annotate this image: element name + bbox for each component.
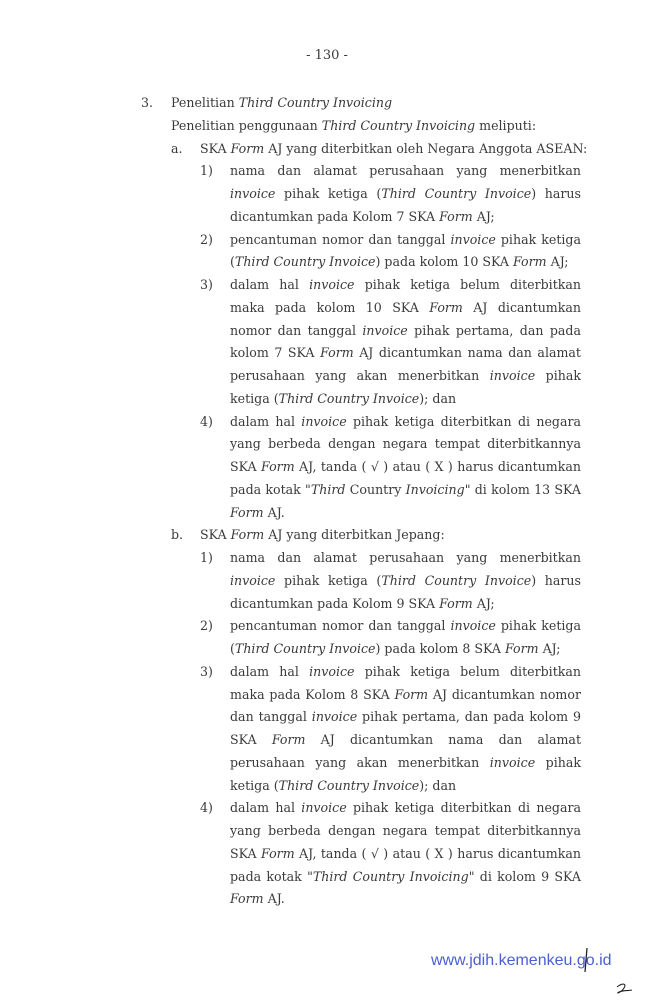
list-item-text (230, 229, 581, 275)
text-segment: dalam hal (230, 800, 302, 816)
list-item (0, 229, 654, 275)
text-segment: Form (261, 459, 295, 474)
subsection-heading-text: SKA (200, 527, 231, 543)
text-segment: AJ; (546, 254, 569, 270)
text-segment: AJ dicantumkan nama dan alamat perusahaan yang akan menerbitkan (230, 345, 581, 383)
text-segment: AJ. (263, 504, 285, 520)
text-segment: pihak ketiga ( (275, 186, 382, 201)
text-segment: pihak ketiga diterbitkan di negara yang berbeda dengan negara tempat diterbitkannya SKA (230, 800, 582, 861)
text-segment: AJ dicantumkan nama dan alamat perusahaan yang akan menerbitkan (230, 732, 582, 770)
text-segment: pihak ketiga belum diterbitkan maka pada kolom 10 SKA (230, 277, 582, 315)
subsection-heading (0, 138, 654, 161)
text-segment: invoice (489, 754, 536, 770)
text-segment: pihak ketiga ( (230, 618, 581, 656)
text-segment: Third Country Invoice (234, 254, 376, 270)
list-item-text (230, 661, 581, 798)
text-segment: pihak ketiga ( (275, 572, 382, 588)
list-item (0, 615, 654, 661)
text-segment: Form (320, 345, 354, 361)
subsection-heading-italic: Form (230, 527, 265, 543)
list-item (0, 274, 654, 411)
list-item-marker: 1) (200, 163, 213, 179)
text-segment: Form (429, 299, 463, 315)
text-segment: pihak ketiga ( (230, 368, 581, 406)
text-segment: invoice (450, 231, 496, 247)
section-3-intro (0, 115, 654, 138)
intro-text-2: meliputi: (475, 117, 537, 133)
text-segment: AJ dicantumkan nomor dan tanggal (230, 299, 581, 338)
list-item (0, 661, 654, 798)
text-segment: dalam hal (230, 663, 310, 679)
text-segment: AJ. (263, 891, 285, 907)
text-segment: Third (310, 481, 346, 497)
list-item-marker: 3) (200, 277, 213, 292)
text-segment: Form (504, 641, 539, 656)
subsection-marker: a. (171, 140, 183, 156)
text-segment: invoice (489, 368, 536, 383)
text-segment: invoice (311, 709, 358, 725)
text-segment: " di kolom 13 SKA (464, 481, 581, 497)
text-segment: Third Country Invoice (278, 390, 420, 406)
text-segment: Third Country Invoice (278, 777, 420, 793)
text-segment: pihak ketiga diterbitkan di negara yang berbeda dengan negara tempat diterbitkannya SKA (230, 413, 582, 474)
text-segment: Form (261, 845, 295, 861)
text-segment: ) harus dicantumkan pada Kolom 9 SKA (230, 572, 581, 611)
list-item-marker: 4) (200, 800, 213, 816)
list-item (0, 797, 654, 911)
text-segment: Third Country Invoicing (312, 868, 469, 884)
text-segment: AJ; (472, 208, 495, 224)
list-item-marker: 2) (200, 618, 213, 634)
text-segment: pihak pertama, dan pada kolom 9 SKA (230, 709, 581, 747)
list-item-text (230, 615, 581, 661)
list-item-text (230, 160, 581, 228)
list-item-marker: 3) (200, 663, 213, 679)
footer-url-link[interactable]: www.jdih.kemenkeu.go.id (431, 952, 612, 969)
text-segment: Form (230, 504, 264, 520)
text-segment: nama dan alamat perusahaan yang menerbitkan (230, 163, 581, 179)
text-segment: ) harus dicantumkan pada Kolom 7 SKA (230, 186, 581, 224)
text-segment: invoice (230, 186, 276, 201)
text-segment: invoice (309, 277, 355, 292)
section-title-plain: Penelitian (171, 95, 239, 110)
text-segment: Form (439, 208, 473, 224)
text-segment: dalam hal (230, 277, 310, 292)
text-segment: dalam hal (230, 413, 302, 429)
subsection-heading-italic: Form (230, 140, 265, 156)
subsection-heading (0, 524, 654, 547)
text-segment: Country (345, 481, 406, 497)
text-segment: Form (394, 686, 429, 702)
subsection-list (0, 138, 654, 912)
text-segment: invoice (230, 572, 276, 588)
list-item (0, 160, 654, 228)
text-segment: AJ, tanda ( √ ) atau ( X ) harus dicantumkan pada kotak " (230, 845, 582, 884)
text-segment: Form (439, 595, 473, 611)
text-segment: pihak ketiga ( (230, 231, 581, 270)
list-item (0, 547, 654, 615)
text-segment: ); dan (419, 777, 457, 793)
section-marker: 3. (141, 95, 154, 110)
text-segment: pihak pertama, dan pada kolom 7 SKA (230, 322, 581, 361)
subsection-heading-text: AJ yang diterbitkan Jepang: (264, 527, 445, 543)
text-segment: Form (513, 254, 547, 270)
text-segment: Third Country Invoice (234, 641, 376, 656)
subsection-heading-text: AJ yang diterbitkan oleh Negara Anggota ASEAN: (264, 140, 588, 156)
list-item-text (230, 411, 581, 525)
section-3-heading (0, 92, 654, 115)
intro-text-italic: Third Country Invoicing (321, 117, 476, 133)
list-item-marker: 2) (200, 231, 213, 247)
text-segment: invoice (309, 663, 355, 679)
text-segment: nama dan alamat perusahaan yang menerbitkan (230, 550, 581, 565)
text-segment: pihak ketiga belum diterbitkan maka pada Kolom 8 SKA (230, 663, 582, 702)
list-item-text (230, 547, 581, 615)
section-title-italic: Third Country Invoicing (238, 95, 393, 110)
list-item-marker: 4) (200, 413, 213, 429)
intro-text-1: Penelitian penggunaan (171, 117, 322, 133)
text-segment: invoice (301, 800, 347, 816)
text-segment: AJ; (538, 641, 561, 656)
text-segment: invoice (301, 413, 347, 429)
text-segment: AJ; (472, 595, 495, 611)
list-item-text (230, 274, 581, 411)
list-item-marker: 1) (200, 550, 213, 565)
text-segment: Third Country Invoice (381, 572, 532, 588)
text-segment: pihak ketiga ( (230, 754, 581, 793)
text-segment: invoice (362, 322, 408, 338)
text-segment: Form (230, 891, 264, 907)
text-segment: pencantuman nomor dan tanggal (230, 618, 451, 634)
text-segment: " di kolom 9 SKA (468, 868, 582, 884)
text-segment: invoice (450, 618, 496, 634)
text-segment: ) pada kolom 10 SKA (375, 254, 513, 270)
list-item-text (230, 797, 581, 911)
list-item (0, 411, 654, 525)
subsection-heading-text: SKA (200, 140, 231, 156)
text-segment: AJ dicantumkan nomor dan tanggal (230, 686, 581, 725)
text-segment: Form (271, 732, 306, 747)
text-segment: pencantuman nomor dan tanggal (230, 231, 451, 247)
text-segment: Third Country Invoice (381, 186, 532, 201)
subsection-marker: b. (171, 527, 184, 543)
text-segment: ) pada kolom 8 SKA (375, 641, 505, 656)
text-segment: Invoicing (405, 481, 465, 497)
page-number: - 130 - (306, 48, 348, 63)
document-body (0, 92, 654, 911)
text-segment: AJ, tanda ( √ ) atau ( X ) harus dicantumkan pada kotak " (230, 459, 582, 497)
text-segment: ); dan (419, 390, 457, 406)
